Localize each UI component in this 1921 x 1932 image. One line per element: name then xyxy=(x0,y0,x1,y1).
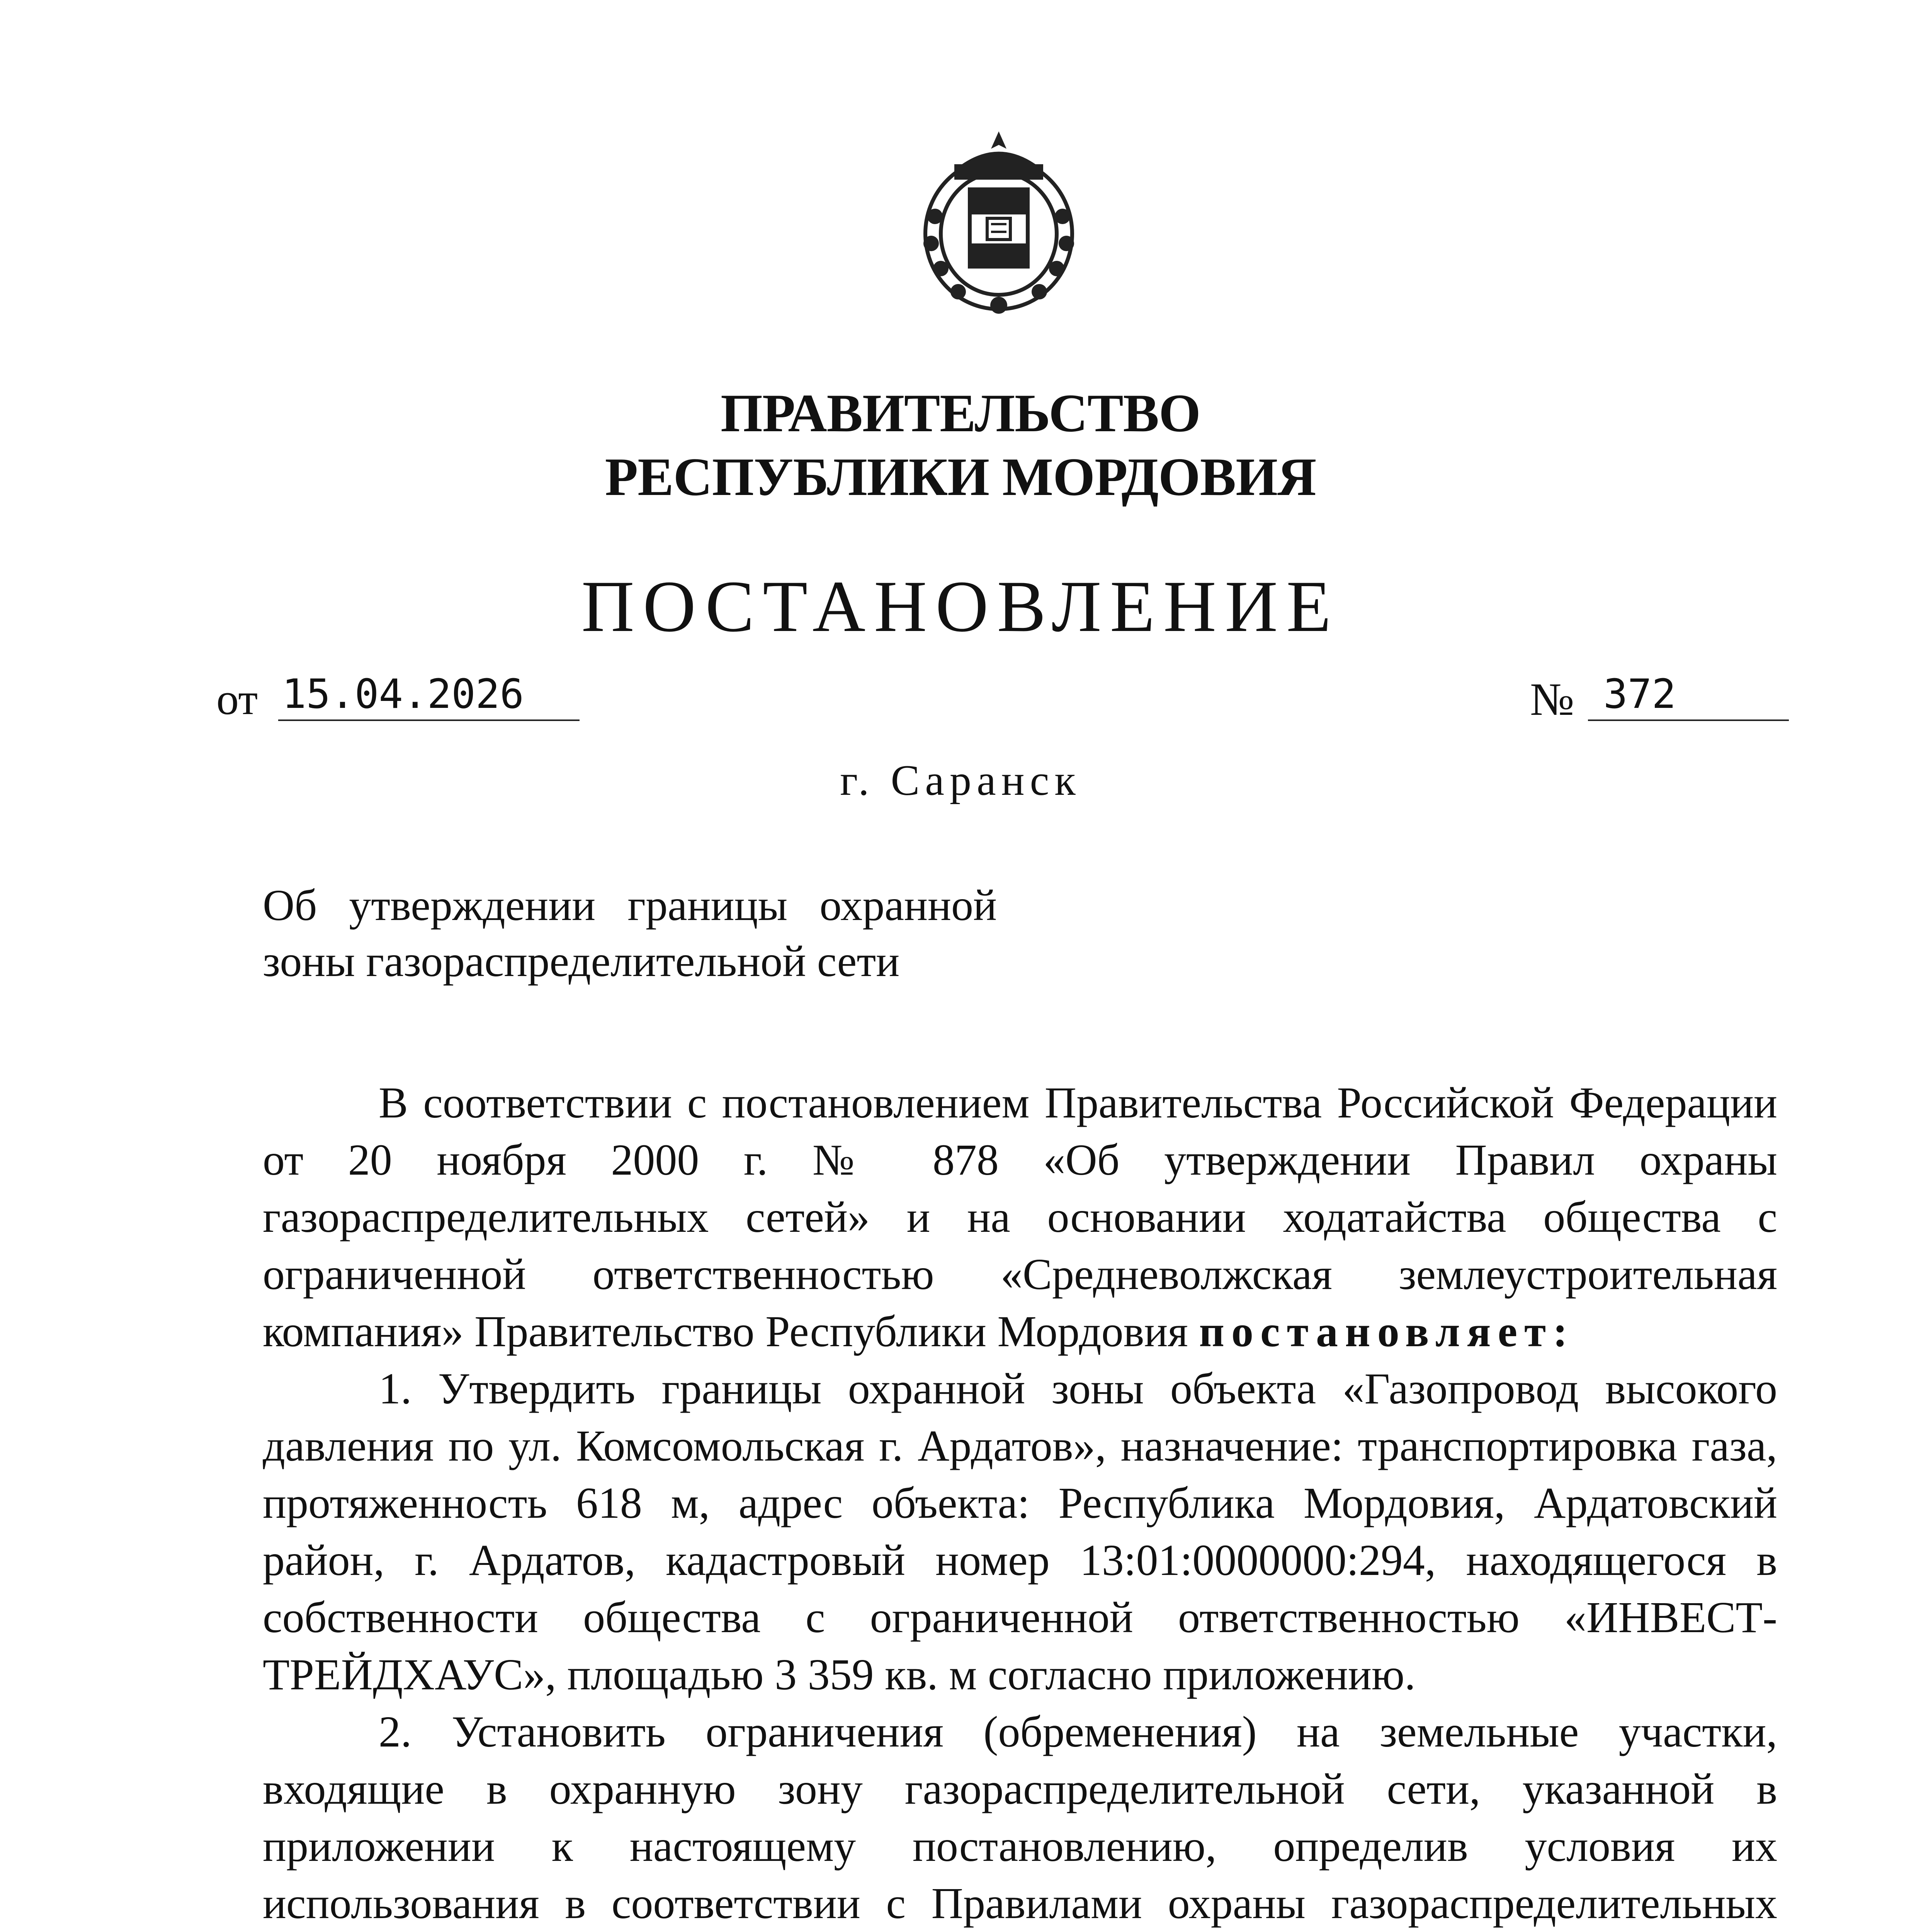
intro-text: В соответствии с постановлением Правительства Российской Федерации от 20 ноября 2000 г. № 878 «Об утверждении Правил охраны газораспределительных сетей» и на основании ходатайства общества с ограниченной ответственностью «Средневолжская землеустроительная компания» Правительство Республики Мордовия xyxy=(263,1078,1777,1356)
item-2: 2. Установить ограничения (обременения) на земельные участки, входящие в охранную зону газораспределительной сети, указанной в приложении к настоящему постановлению, определив условия их использования в соответствии с Правилами охраны газораспределительных xyxy=(263,1707,1777,1928)
coat-of-arms-emblem xyxy=(912,128,1086,321)
document-date: 15.04.2026 xyxy=(278,667,580,721)
item-1: 1. Утвердить границы охранной зоны объекта «Газопровод высокого давления по ул. Комсомольская г. Ардатов», назначение: транспортировка газа, протяженность 618 м, адрес объекта: Республика Мордовия, Ардатовский район, г. Ардатов, кадастровый номер 13:01:0000000:294, находящегося в собственности общества с ограниченной ответственностью «ИНВЕСТ-ТРЕЙДХАУС», площадью 3 359 кв. м согласно приложению. xyxy=(263,1364,1777,1699)
intro-paragraph xyxy=(263,1074,1777,1360)
title-line1 xyxy=(263,877,997,933)
city: г. Саранск xyxy=(840,757,1081,804)
document-type: ПОСТАНОВЛЕНИЕ xyxy=(581,566,1340,647)
document-title xyxy=(263,877,1035,989)
title-word: утверждении xyxy=(349,881,596,930)
number-prefix: № xyxy=(1530,673,1574,725)
title-line2: зоны газораспределительной сети xyxy=(263,937,900,986)
organization-name-line1: ПРАВИТЕЛЬСТВО xyxy=(721,383,1200,443)
decree-word: постановляет: xyxy=(1199,1307,1575,1356)
date-prefix: от xyxy=(216,675,258,724)
title-word: Об xyxy=(263,881,317,930)
title-word: охранной xyxy=(819,881,997,930)
document-number: 372 xyxy=(1588,667,1789,721)
title-word: границы xyxy=(627,881,788,930)
organization-name-line2: РЕСПУБЛИКИ МОРДОВИЯ xyxy=(605,447,1316,507)
document-body xyxy=(263,1074,1777,1932)
